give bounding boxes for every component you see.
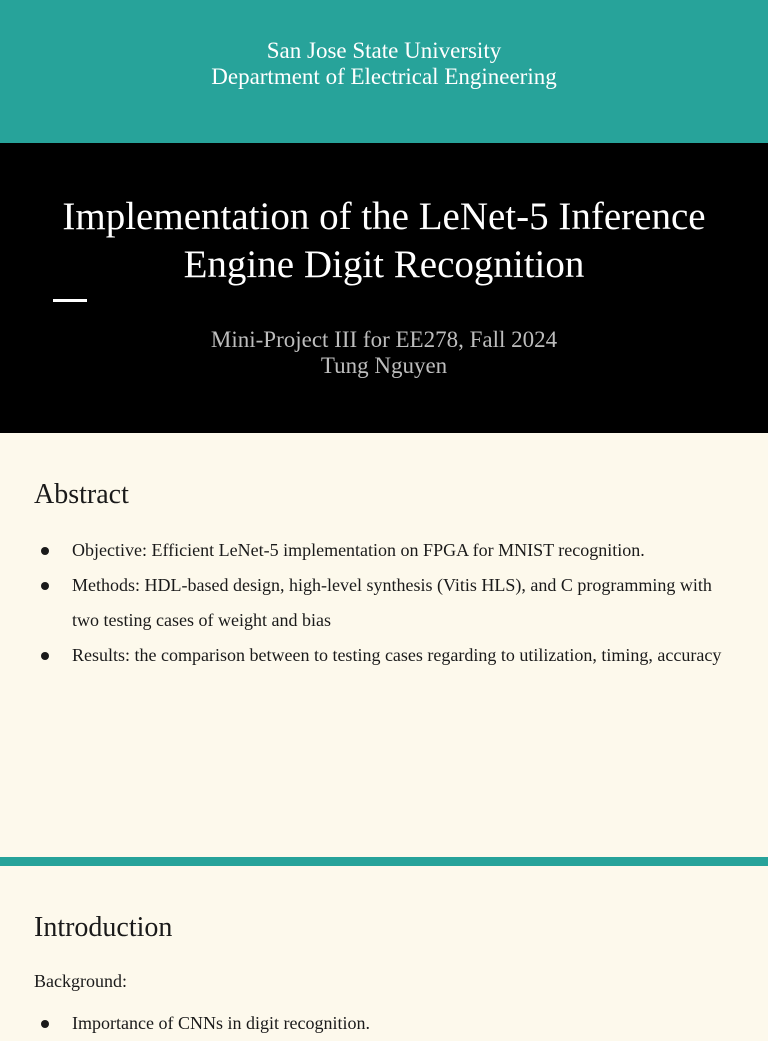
page-title: Implementation of the LeNet-5 Inference Engine Digit Recognition xyxy=(62,195,706,286)
department-name: Department of Electrical Engineering xyxy=(211,64,557,89)
background-label: Background: xyxy=(34,971,127,991)
title-block xyxy=(0,143,768,433)
header-banner xyxy=(0,0,768,143)
university-name: San Jose State University xyxy=(266,38,502,63)
list-item: Objective: Efficient LeNet-5 implementation on FPGA for MNIST recognition. xyxy=(34,533,734,568)
bullet-icon xyxy=(41,1020,49,1028)
list-item: Importance of CNNs in digit recognition. xyxy=(34,1006,734,1041)
subtitle-block xyxy=(0,327,768,379)
project-subtitle: Mini-Project III for EE278, Fall 2024 xyxy=(210,327,558,352)
bullet-icon xyxy=(41,582,49,590)
bullet-icon xyxy=(41,547,49,555)
introduction-section xyxy=(0,866,768,1033)
author-name: Tung Nguyen xyxy=(320,353,448,378)
abstract-section xyxy=(0,433,768,857)
introduction-heading: Introduction xyxy=(34,912,173,943)
title-dash xyxy=(53,299,87,302)
section-divider xyxy=(0,857,768,866)
list-item: Methods: HDL-based design, high-level synthesis (Vitis HLS), and C programming with two testing cases of weight and bias xyxy=(34,568,734,638)
list-item: Results: the comparison between to testing cases regarding to utilization, timing, accuracy xyxy=(34,638,734,673)
abstract-heading: Abstract xyxy=(34,479,129,510)
abstract-list xyxy=(34,533,734,673)
bullet-icon xyxy=(41,652,49,660)
